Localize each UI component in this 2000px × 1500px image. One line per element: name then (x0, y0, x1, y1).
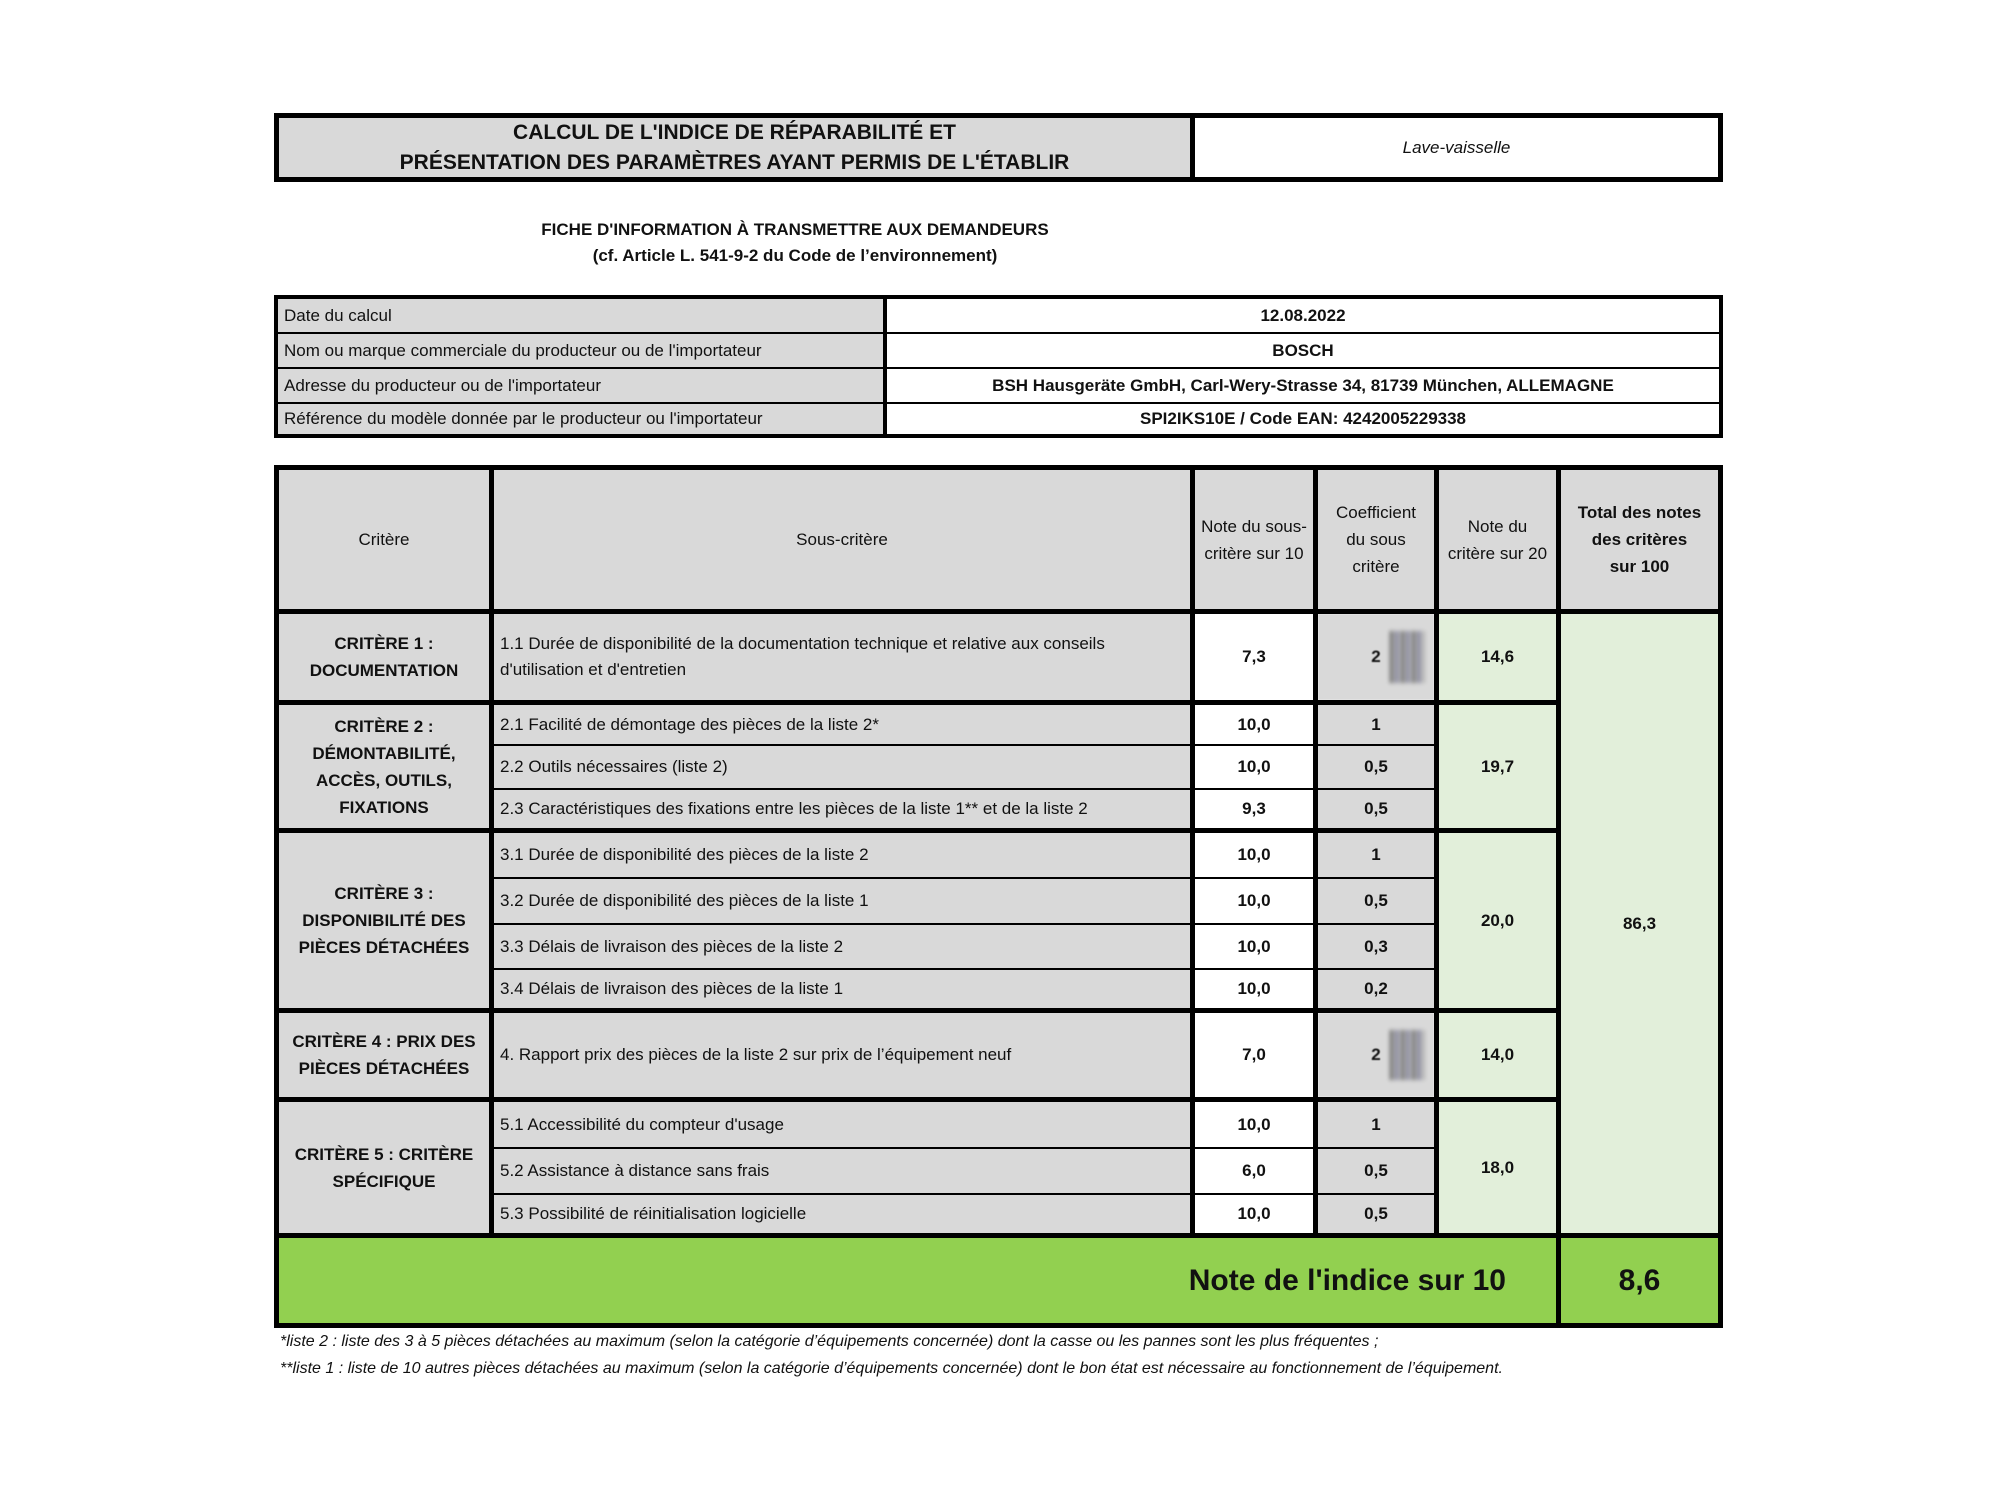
coef-4: 2 (1318, 1013, 1434, 1097)
divider (1556, 470, 1561, 1323)
sub-criterion-5-2: 5.2 Assistance à distance sans frais (494, 1149, 1190, 1193)
note-2-3: 9,3 (1195, 790, 1313, 828)
title-block (274, 113, 1723, 182)
note-5-2: 6,0 (1195, 1149, 1313, 1193)
header-line: critère sur 20 (1447, 543, 1548, 563)
criterion-2-score: 19,7 (1439, 705, 1556, 828)
criterion-line: CRITÈRE 1 : (334, 634, 434, 653)
footnote-list-2: *liste 2 : liste des 3 à 5 pièces détachées au maximum (selon la catégorie d’équipements concernée) dont la casse ou les pannes sont les plus fréquentes ; (280, 1333, 1379, 1350)
coef-3-2: 0,5 (1318, 879, 1434, 923)
coef-1-1: 2 (1318, 614, 1434, 700)
coef-5-1: 1 (1318, 1102, 1434, 1147)
divider (494, 1147, 1434, 1149)
note-3-2: 10,0 (1195, 879, 1313, 923)
sub-criterion-3-2: 3.2 Durée de disponibilité des pièces de la liste 1 (494, 879, 1190, 923)
sub-criterion-line: 1.1 Durée de disponibilité de la documentation technique et relative aux conseils (500, 634, 1105, 653)
sub-criterion-3-1: 3.1 Durée de disponibilité des pièces de la liste 2 (494, 833, 1190, 877)
divider (279, 828, 1556, 833)
title-line-2: PRÉSENTATION DES PARAMÈTRES AYANT PERMIS DE L'ÉTABLIR (399, 150, 1070, 174)
divider (279, 1008, 1556, 1013)
info-value-date: 12.08.2022 (887, 299, 1719, 332)
divider (279, 609, 1561, 614)
repairability-table (274, 465, 1723, 1328)
info-value-reference: SPI2IKS10E / Code EAN: 4242005229338 (887, 404, 1719, 434)
header-line: Note du sous- (1201, 516, 1307, 536)
sub-criterion-2-2: 2.2 Outils nécessaires (liste 2) (494, 746, 1190, 788)
criterion-5-label (279, 1102, 489, 1233)
criterion-line: SPÉCIFIQUE (332, 1171, 436, 1191)
divider (278, 402, 1719, 404)
info-label-date: Date du calcul (278, 299, 883, 332)
criterion-line: CRITÈRE 2 : (334, 716, 434, 736)
divider (279, 700, 1556, 705)
header-critere (279, 470, 489, 609)
sub-criterion-line: d'utilisation et d'entretien (500, 660, 687, 679)
divider (494, 744, 1434, 746)
info-value-address: BSH Hausgeräte GmbH, Carl-Wery-Strasse 34, 81739 München, ALLEMAGNE (887, 369, 1719, 402)
divider (494, 1193, 1434, 1195)
criterion-2-label (279, 705, 489, 828)
info-label-address: Adresse du producteur ou de l'importateur (278, 369, 883, 402)
header-sous-critere (494, 470, 1190, 609)
info-table (274, 295, 1723, 438)
criterion-line: PIÈCES DÉTACHÉES (298, 1059, 470, 1078)
subtitle-line-2: (cf. Article L. 541-9-2 du Code de l’environnement) (592, 246, 998, 265)
sub-criterion-3-3: 3.3 Délais de livraison des pièces de la liste 2 (494, 925, 1190, 968)
header-sous-critere-label: Sous-critère (796, 530, 888, 549)
coef-5-2: 0,5 (1318, 1149, 1434, 1193)
note-3-3: 10,0 (1195, 925, 1313, 968)
header-line: Note du (1467, 516, 1528, 536)
sub-criterion-5-3: 5.3 Possibilité de réinitialisation logicielle (494, 1195, 1190, 1233)
coef-2-3: 0,5 (1318, 790, 1434, 828)
sub-criterion-5-1: 5.1 Accessibilité du compteur d'usage (494, 1102, 1190, 1147)
criterion-line: DOCUMENTATION (309, 661, 459, 680)
criterion-line: ACCÈS, OUTILS, (315, 770, 452, 790)
note-3-4: 10,0 (1195, 970, 1313, 1008)
document-title (279, 118, 1190, 177)
total-score: 86,3 (1561, 614, 1718, 1233)
header-line: Total des notes (1577, 503, 1702, 522)
header-line: des critères (1591, 530, 1688, 549)
criterion-line: FIXATIONS (339, 797, 429, 817)
divider (1434, 470, 1439, 1233)
criterion-5-score: 18,0 (1439, 1102, 1556, 1233)
sub-criterion-2-1: 2.1 Facilité de démontage des pièces de la liste 2* (494, 705, 1190, 744)
divider (494, 877, 1434, 879)
repairability-index-value: 8,6 (1561, 1238, 1718, 1323)
header-coefficient (1318, 470, 1434, 609)
coef-5-3: 0,5 (1318, 1195, 1434, 1233)
header-note-critere (1439, 470, 1556, 609)
repairability-index-label: Note de l'indice sur 10 (279, 1238, 1556, 1323)
criterion-1-score: 14,6 (1439, 614, 1556, 700)
divider (279, 1097, 1556, 1102)
criterion-line: CRITÈRE 3 : (334, 884, 434, 903)
title-line-1: CALCUL DE L'INDICE DE RÉPARABILITÉ ET (513, 120, 956, 144)
note-5-1: 10,0 (1195, 1102, 1313, 1147)
criterion-line: DÉMONTABILITÉ, (312, 743, 456, 763)
sub-criterion-4: 4. Rapport prix des pièces de la liste 2 sur prix de l’équipement neuf (494, 1013, 1190, 1097)
coef-2-2: 0,5 (1318, 746, 1434, 788)
criterion-1-label (279, 614, 489, 700)
criterion-3-label (279, 833, 489, 1008)
note-1-1: 7,3 (1195, 614, 1313, 700)
info-label-reference: Référence du modèle donnée par le producteur ou l'importateur (278, 404, 883, 434)
header-line: critère sur 10 (1204, 543, 1304, 563)
divider (1190, 470, 1195, 1233)
criterion-4-label (279, 1013, 489, 1097)
coef-2-1: 1 (1318, 705, 1434, 744)
divider (494, 968, 1434, 970)
footnote-list-1: **liste 1 : liste de 10 autres pièces détachées au maximum (selon la catégorie d’équipements concernée) dont le bon état est nécessaire au fonctionnement de l’équipement. (280, 1360, 1503, 1377)
divider (494, 788, 1434, 790)
note-5-3: 10,0 (1195, 1195, 1313, 1233)
criterion-line: CRITÈRE 4 : PRIX DES (292, 1032, 476, 1051)
divider (494, 923, 1434, 925)
criterion-4-score: 14,0 (1439, 1013, 1556, 1097)
divider (489, 470, 494, 1233)
criterion-3-score: 20,0 (1439, 833, 1556, 1008)
note-2-2: 10,0 (1195, 746, 1313, 788)
criterion-line: DISPONIBILITÉ DES (302, 911, 466, 930)
criterion-line: CRITÈRE 5 : CRITÈRE (294, 1144, 474, 1164)
coef-3-3: 0,3 (1318, 925, 1434, 968)
header-total (1561, 470, 1718, 609)
divider (278, 367, 1719, 369)
header-line: critère (1352, 557, 1400, 576)
sub-criterion-2-3: 2.3 Caractéristiques des fixations entre les pièces de la liste 1** et de la liste 2 (494, 790, 1190, 828)
header-note-sous-critere (1195, 470, 1313, 609)
divider (278, 332, 1719, 334)
product-category: Lave-vaisselle (1195, 118, 1718, 177)
sub-criterion-1-1 (494, 614, 1190, 700)
header-line: sur 100 (1609, 557, 1670, 576)
divider (1561, 609, 1718, 614)
header-line: du sous (1346, 530, 1406, 549)
coef-3-1: 1 (1318, 833, 1434, 877)
note-3-1: 10,0 (1195, 833, 1313, 877)
divider (279, 1233, 1718, 1238)
header-critere-label: Critère (358, 530, 410, 549)
note-4: 7,0 (1195, 1013, 1313, 1097)
subtitle-line-1: FICHE D'INFORMATION À TRANSMETTRE AUX DEMANDEURS (541, 220, 1049, 239)
criterion-line: PIÈCES DÉTACHÉES (298, 938, 470, 957)
note-2-1: 10,0 (1195, 705, 1313, 744)
divider (1313, 470, 1318, 1233)
header-line: Coefficient (1335, 503, 1416, 522)
sub-criterion-3-4: 3.4 Délais de livraison des pièces de la liste 1 (494, 970, 1190, 1008)
info-label-brand: Nom ou marque commerciale du producteur ou de l'importateur (278, 334, 883, 367)
info-value-brand: BOSCH (887, 334, 1719, 367)
coef-3-4: 0,2 (1318, 970, 1434, 1008)
